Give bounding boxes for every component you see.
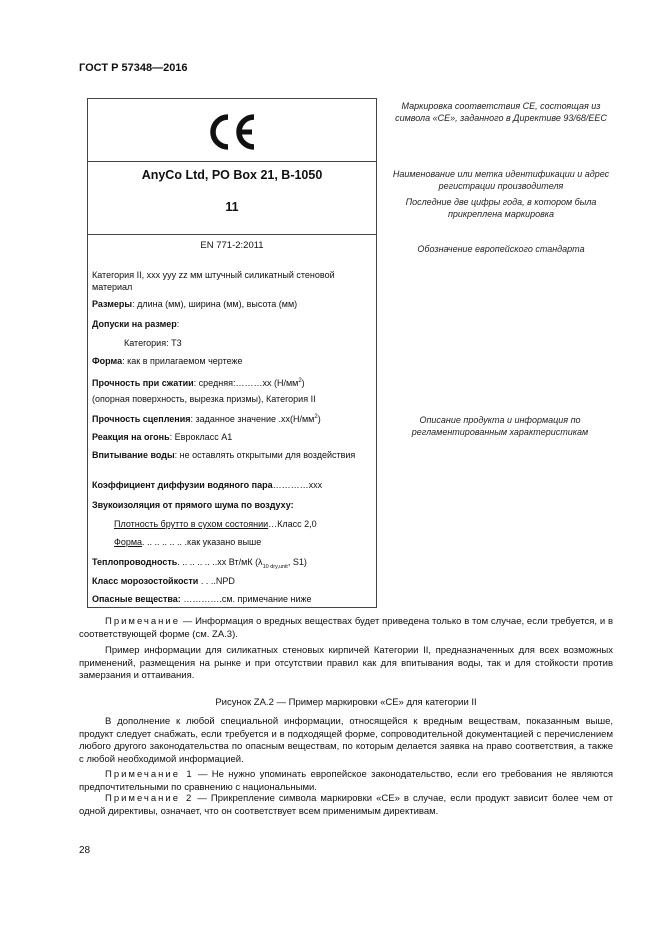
divider [88,161,376,162]
ce-label-box [87,98,377,608]
annotation-year: Последние две цифры года, в котором была прикреплена маркировка [405,197,597,219]
note-hazardous: Примечание — Информация о вредных веществах будет приведена только в том случае, если требуется, и в соответствующей форме (см. ZA.3). [79,616,613,640]
product-description: Категория II, xxx yyy zz мм штучный силикатный стеновой материал [92,270,335,292]
page-number: 28 [79,845,91,856]
note-1: Примечание 1 — Не нужно упоминать европейское законодательство, если его требования не являются предпочтительными по сравнению с национальными. [79,769,613,793]
tolerances-category: Категория: Т3 [124,338,182,348]
ce-mark-logo [88,113,376,153]
note-2: Примечание 2 — Прикрепление символа маркировки «СЕ» в случае, если продукт зависит более чем от одной директивы, означает, что он соответствует всем применимым директивам. [79,793,613,817]
shape-row: Форма. .. .. .. .. .. .как указано выше [114,537,262,547]
vapour-diffusion-row: Коэффициент диффузии водяного пара…………xxx [92,480,323,490]
compressive-strength-row: Прочность при сжатии: средняя:………xx $(Н/мм^2)$ [92,378,305,388]
year-digits: 11 [225,200,239,214]
manufacturer-address: AnyCo Ltd, PO Box 21, B-1050 [141,168,323,182]
hazardous-substances-row: Опасные вещества: ………….см. примечание ниже [92,594,312,604]
dimensions-row: Размеры: длина (мм), ширина (мм), высота (мм) [92,299,298,309]
annotation-standard: Обозначение европейского стандарта [417,244,585,254]
divider [88,234,376,235]
water-absorption-row: Впитывание воды: не оставлять открытыми для воздействия [92,450,356,460]
annotation-ce: Маркировка соответствия СЕ, состоящая из символа «СЕ», заданного в Директиве 93/68/ЕЕС [395,101,607,123]
standard-designation: EN 771-2:2011 [200,240,264,251]
paragraph-example: Пример информации для силикатных стеновых кирпичей Категории II, предназначенных для всех возможных применений, размещения на рынке и при отсутствии правил как для впитывания воды, так и для стойкости против замерзания и оттаивания. [79,645,613,681]
strength-note: (опорная поверхность, вырезка призмы), Категория II [92,394,316,404]
sound-insulation-row: Звукоизоляция от прямого шума по воздуху: [92,500,294,510]
annotation-product: Описание продукта и информация по регламентированным характеристикам [411,415,589,437]
paragraph-additional: В дополнение к любой специальной информации, относящейся к вредным веществам, показанным выше, продукт следует снабжать, если требуется и в подходящей форме, сопроводительной документацией с перечислением любого другого законодательства по опасным веществам, по которым делается заявка на право соответствия, а также с любой необходимой информацией. [79,716,613,765]
density-row: Плотность брутто в сухом состоянии…Класс 2,0 [114,519,317,529]
annotation-name: Наименование или метка идентификации и адрес регистрации производителя [392,169,610,191]
form-row: Форма: как в прилагаемом чертеже [92,356,243,366]
thermal-conductivity-row: Теплопроводность. .. .. .. .. ..xx Вт/мК ($\lambda_{10 dry,unit}$, S1) [92,557,307,570]
figure-caption: Рисунок ZA.2 — Пример маркировки «СЕ» для категории II [215,697,477,708]
frost-resistance-row: Класс морозостойкости . . ..NPD [92,576,235,586]
bond-strength-row: Прочность сцепления: заданное значение $.xx(Н/мм^2)$ [92,414,321,424]
document-header: ГОСТ Р 57348—2016 [79,62,188,74]
fire-reaction-row: Реакция на огонь: Еврокласс А1 [92,432,233,442]
tolerances-row: Допуски на размер: [92,319,180,329]
